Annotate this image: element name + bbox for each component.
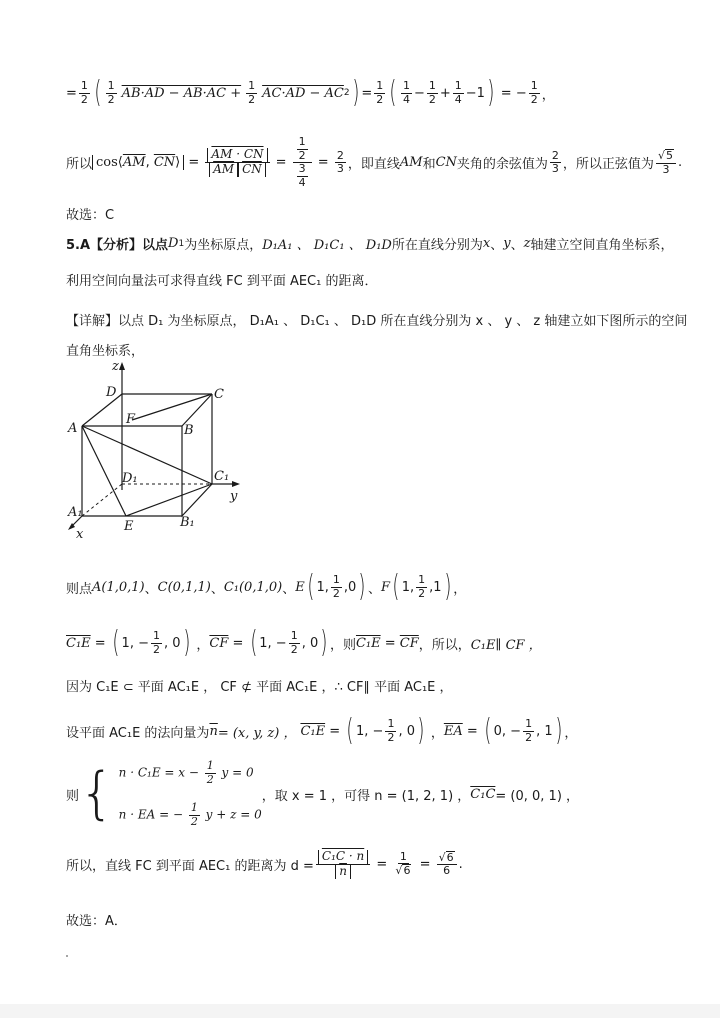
page-dot (66, 955, 68, 957)
points-line: 则点 A(1,0,1) 、 C(0,1,1) 、 C₁(0,1,0) 、 E ( 1, $\frac{1}{2}$ ,0 ) 、 F ( 1, $\frac{1}{2}$ ,1 ) ， (66, 569, 467, 604)
label-D: D (106, 385, 117, 400)
cosine-line: 所以 $\cos⟨\overline{AM}$, $\overline{CN}⟩$ = $\frac{AM \cdot CN}{\overline{AM} \overline{CN}}$ = $\frac{\frac{1}{2}}{\frac{3}{4}}$ = $\frac{2}{3}$ ，即直线 AM 和 CN 夹角的余弦值为 $\frac{2}{3}$ ，所以正弦值为 $\frac{√5}{3}$ . (66, 135, 683, 189)
system-line: 则 { n · C₁E = x − $\frac{1}{2}$ y = 0 n · EA = − $\frac{1}{2}$ y + z = 0 ，取 x = 1 ，可得 n = (1, 2, 1) ， C₁C = (0, 0, 1) ， (66, 759, 580, 828)
label-E: E (124, 519, 134, 534)
label-C1: C₁ (214, 469, 230, 484)
label-z: z (112, 360, 119, 374)
bottom-band (0, 1004, 720, 1018)
label-B: B (184, 423, 194, 438)
label-A1: A₁ (68, 505, 83, 520)
vectors-line: C₁E = ( 1, − $\frac{1}{2}$ , 0 ) ， $\overline{CF}$ = ( 1, − $\frac{1}{2}$ , 0 ) ，则 C₁E = $\overline{CF}$ ，所以， C₁E∥ CF ， (66, 625, 542, 660)
label-B1: B₁ (180, 515, 195, 530)
label-D1: D₁ (122, 471, 138, 486)
analysis-line-2: 利用空间向量法可求得直线 FC 到平面 AEC₁ 的距离． (66, 274, 378, 289)
label-C: C (214, 387, 224, 402)
label-x: x (76, 527, 84, 540)
detail-line-2: 直角坐标系， (66, 344, 145, 359)
label-F: F (126, 412, 136, 427)
answer-c: 故选：C (66, 208, 115, 223)
fraction: $\frac{1}{2}$ (80, 78, 88, 106)
distance-line: 所以，直线 FC 到平面 AEC₁ 的距离为 d = $\frac{\text{C₁C · n}}{n}$ = $\frac{1}{√6}$ = $\frac{√6}{6}$ . (66, 849, 463, 878)
label-y: y (230, 489, 238, 504)
detail-line: 【详解】 以点 D₁ 为坐标原点， D₁A₁ 、 D₁C₁ 、 D₁D 所在直线分别为 x 、 y 、 z 轴建立如下图所示的空间 (66, 314, 688, 329)
cube-figure (66, 360, 266, 540)
normal-line: 设平面 AC₁E 的法向量为 $\overline{n}$ = (x, y, z) ， C₁E = ( 1, − $\frac{1}{2}$ , 0 ) ， $\overline{EA}$ = ( 0, − $\frac{1}{2}$ , 1 ) ， (66, 713, 578, 748)
analysis-line: 5.A【分析】以点 D 1 为坐标原点， D₁A₁ 、 D₁C₁ 、 D₁D 所在直线分别为 x 、 y 、 z 轴建立空间直角坐标系， (66, 236, 674, 253)
expansion-line: = $\frac{1}{2}$ ( $\frac{1}{2}$ AB·AD − AB·AC + $\frac{1}{2}$ AC·AD − AC 2 ) = $\frac{1}{2}$ ( $\frac{1}{4}$ − $\frac{1}{2}$ + $\frac{1}{4}$ −1 ) = − $\frac{1}{2}$ ， (66, 75, 555, 110)
vector-terms: AB·AD − AB·AC + (121, 85, 242, 101)
label-A: A (68, 421, 78, 436)
because-line: 因为 C₁E ⊂ 平面 AC₁E ， CF ⊄ 平面 AC₁E ，∴ CF∥ 平面 AC₁E ， (66, 680, 453, 695)
answer-a: 故选：A． (66, 914, 127, 929)
